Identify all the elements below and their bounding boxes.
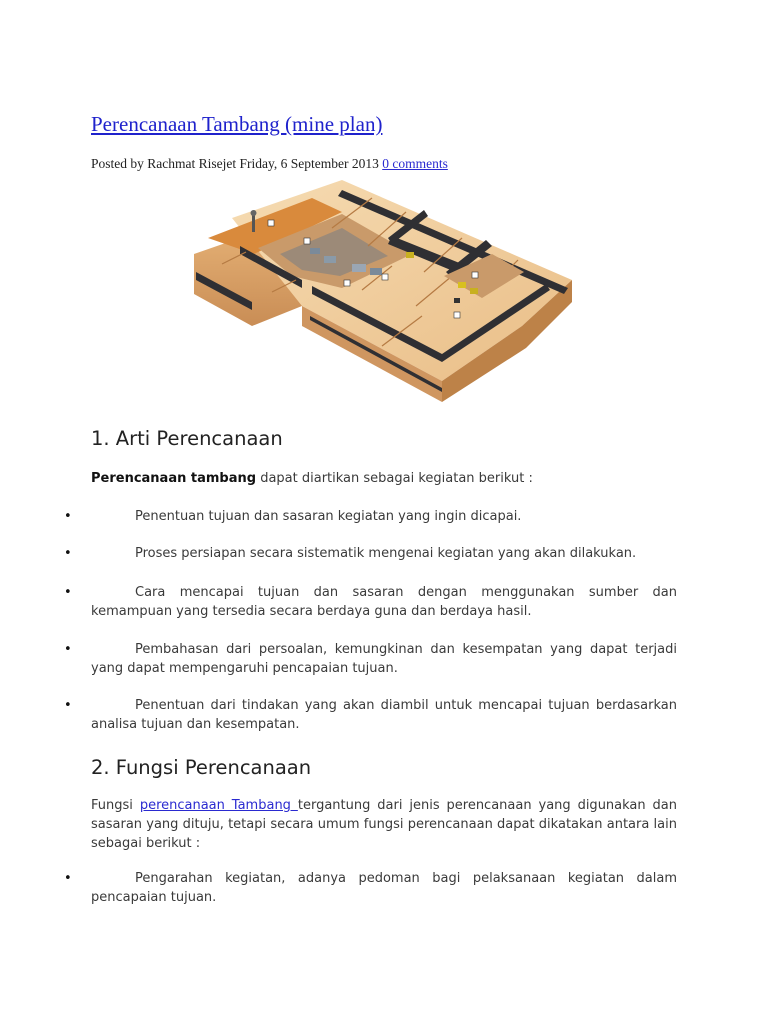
intro-text: dapat diartikan sebagai kegiatan berikut :	[256, 471, 533, 486]
intro-before-text: Fungsi	[91, 798, 140, 813]
byline-text: Posted by Rachmat Risejet Friday, 6 September 2013	[91, 156, 383, 171]
list-item: Penentuan dari tindakan yang akan diambil untuk mencapai tujuan berdasarkan analisa tujuan dan kesempatan.	[91, 698, 677, 732]
list-item: Cara mencapai tujuan dan sasaran dengan menggunakan sumber dan kemampuan yang tersedia secara berdaya guna dan berdaya hasil.	[91, 585, 677, 619]
post-title-link[interactable]: Perencanaan Tambang (mine plan)	[91, 112, 383, 136]
intro-bold-term: Perencanaan tambang	[91, 471, 257, 486]
post-byline	[91, 156, 448, 172]
bullet-marker: •	[64, 642, 72, 657]
perencanaan-tambang-link[interactable]: perencanaan Tambang	[139, 798, 298, 813]
section-heading-arti: 1. Arti Perencanaan	[91, 427, 283, 450]
intro-after-text: tergantung dari jenis perencanaan yang digunakan dan sasaran yang dituju, tetapi secara umum fungsi perencanaan dapat dikatakan antara lain sebagai berikut :	[91, 798, 678, 851]
bullet-marker: •	[64, 698, 72, 713]
list-item: Proses persiapan secara sistematik mengenai kegiatan yang akan dilakukan.	[135, 546, 637, 561]
bullet-marker: •	[64, 585, 72, 600]
bullet-marker: •	[64, 509, 72, 524]
comments-link[interactable]: 0 comments	[382, 156, 448, 171]
bullet-marker: •	[64, 871, 72, 886]
section-heading-fungsi: 2. Fungsi Perencanaan	[91, 756, 312, 779]
bullet-marker: •	[64, 546, 72, 561]
section1-intro	[91, 469, 677, 488]
list-item: Pengarahan kegiatan, adanya pedoman bagi pelaksanaan kegiatan dalam pencapaian tujuan.	[91, 871, 677, 905]
list-item: Penentuan tujuan dan sasaran kegiatan yang ingin dicapai.	[135, 509, 522, 524]
mine-plan-illustration	[192, 176, 576, 406]
section2-intro	[91, 796, 677, 853]
list-item: Pembahasan dari persoalan, kemungkinan dan kesempatan yang dapat terjadi yang dapat mempengaruhi pencapaian tujuan.	[91, 642, 677, 676]
